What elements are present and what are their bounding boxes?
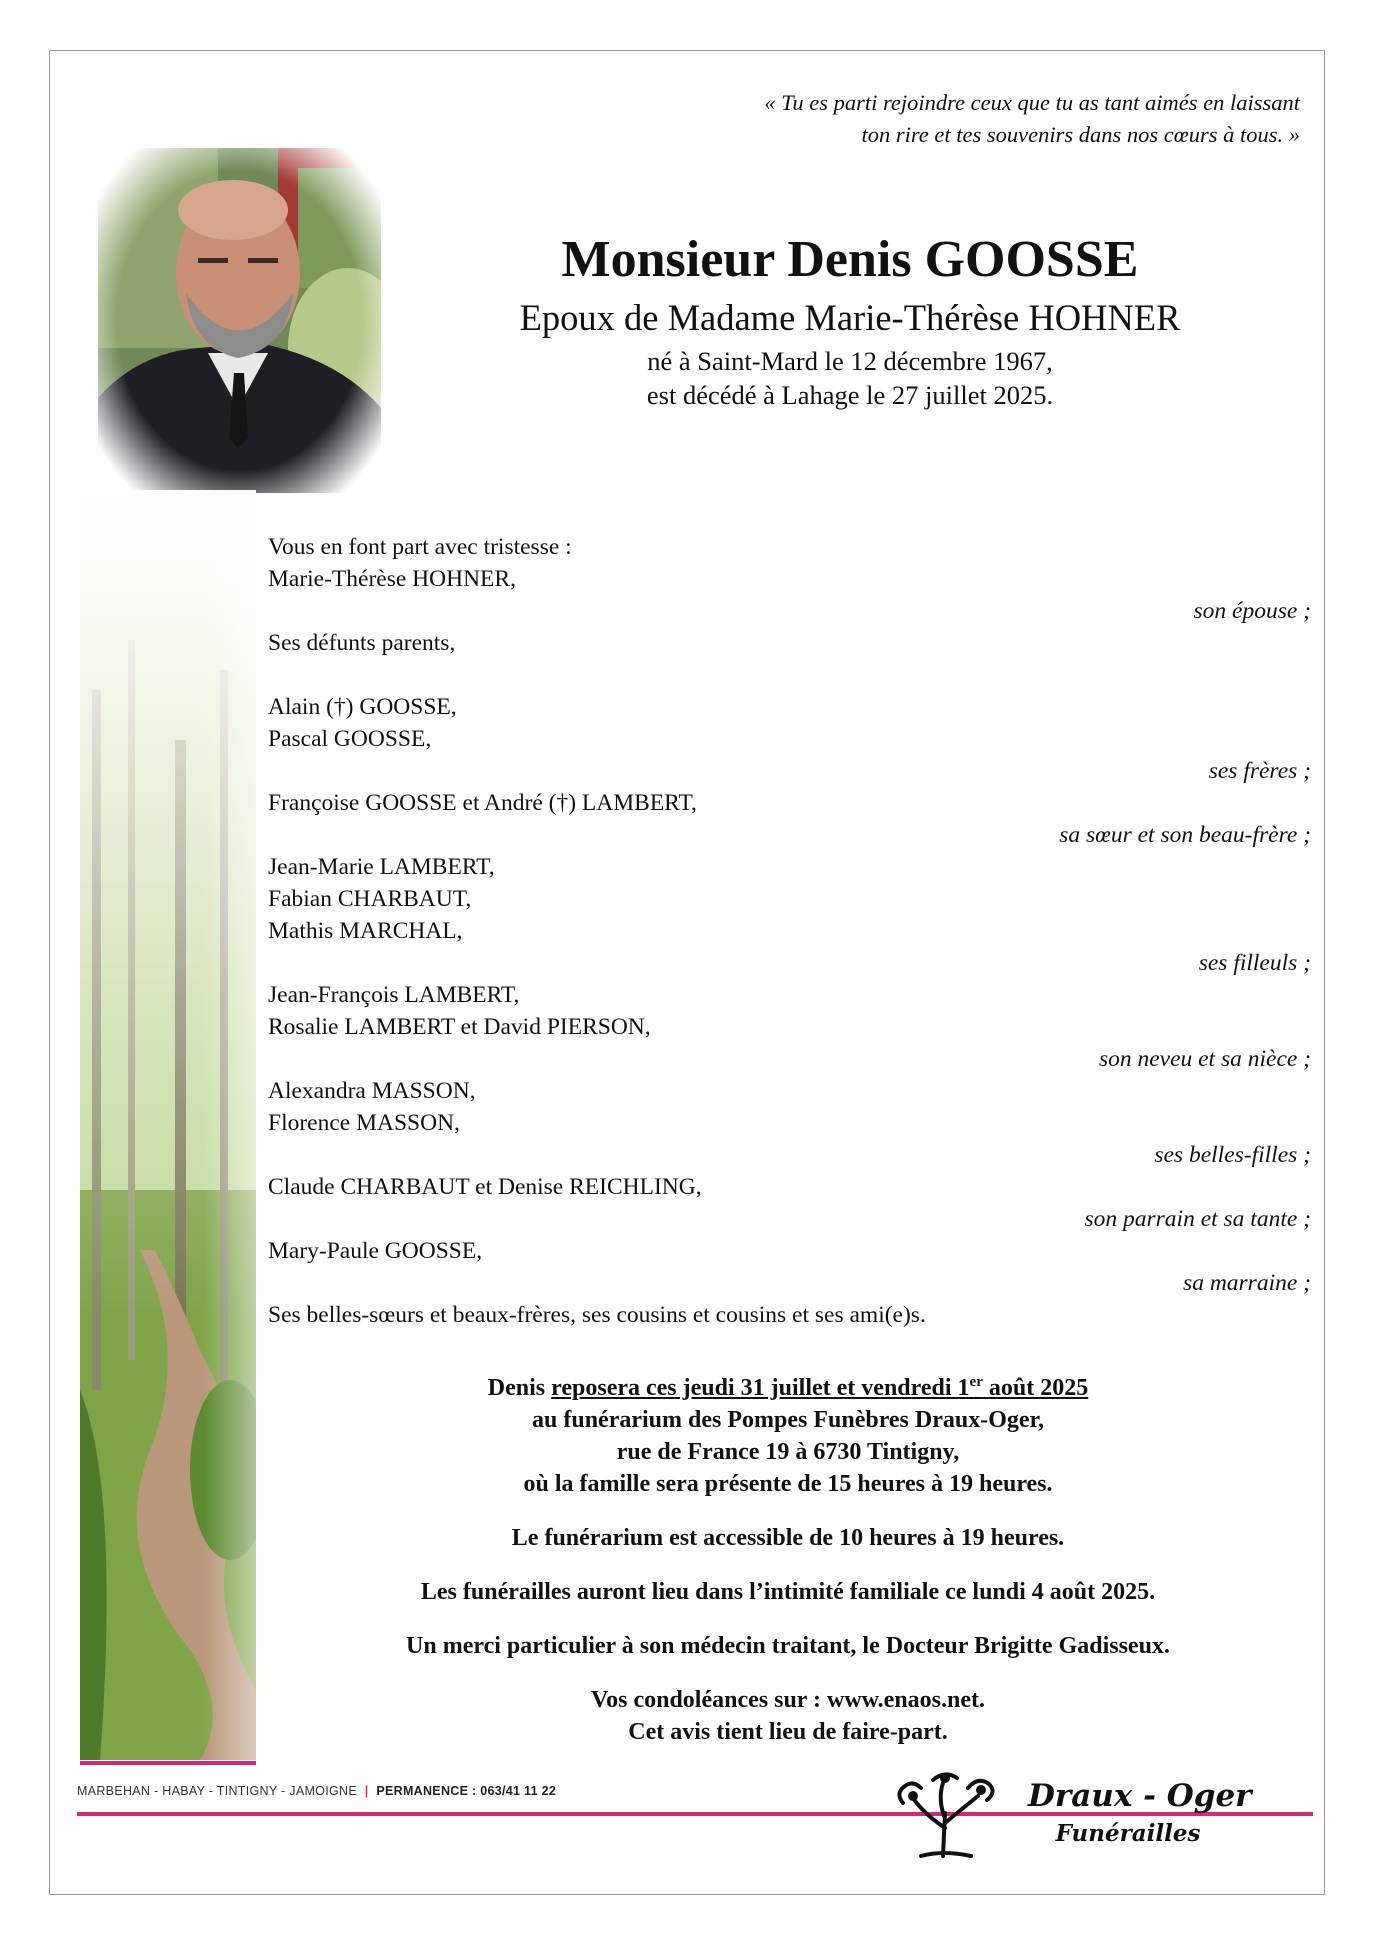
rest-line (278, 1372, 1298, 1404)
family-niece: Rosalie LAMBERT et David PIERSON, (268, 1014, 651, 1040)
family-godchild-1: Jean-Marie LAMBERT, (268, 854, 495, 880)
relation-brothers: ses frères ; (1208, 758, 1311, 784)
relation-godmother: sa marraine ; (1183, 1270, 1311, 1296)
family-brother-1: Alain (†) GOOSSE, (268, 694, 457, 720)
portrait-photo (98, 148, 381, 493)
family-sister: Françoise GOOSSE et André (†) LAMBERT, (268, 790, 697, 816)
relation-stepdaughters: ses belles-filles ; (1154, 1142, 1311, 1168)
family-godchild-2: Fabian CHARBAUT, (268, 886, 472, 912)
family-wife: Marie-Thérèse HOHNER, (268, 566, 516, 592)
brand-name: Draux - Oger (1028, 1778, 1252, 1814)
notice-line: Cet avis tient lieu de faire-part. (628, 1719, 948, 1745)
family-godmother: Mary-Paule GOOSSE, (268, 1238, 483, 1264)
relation-godchildren: ses filleuls ; (1198, 950, 1311, 976)
relation-wife: son épouse ; (1193, 598, 1311, 624)
relation-sister: sa sœur et son beau-frère ; (1059, 822, 1311, 848)
rest-dates (551, 1375, 1088, 1401)
family-brother-2: Pascal GOOSSE, (268, 726, 432, 752)
thanks-line: Un merci particulier à son médecin traitant, le Docteur Brigitte Gadisseux. (406, 1633, 1170, 1659)
quote-line-1: « Tu es parti rejoindre ceux que tu as tant aimés en laissant (764, 90, 1300, 115)
family-parents: Ses défunts parents, (268, 630, 456, 656)
rest-month: août 2025 (988, 1375, 1089, 1401)
birth-death-lines (400, 344, 1300, 412)
family-godfather: Claude CHARBAUT et Denise REICHLING, (268, 1174, 702, 1200)
family-stepdaughter-1: Alexandra MASSON, (268, 1078, 476, 1104)
condolences-line[interactable]: Vos condoléances sur : www.enaos.net. (590, 1687, 986, 1713)
footer-permanence: PERMANENCE : 063/41 11 22 (376, 1784, 557, 1798)
family-stepdaughter-2: Florence MASSON, (268, 1110, 460, 1136)
presence-line: où la famille sera présente de 15 heures à 19 heures. (523, 1471, 1053, 1497)
relation-nephew-niece: son neveu et sa nièce ; (1098, 1046, 1311, 1072)
epitaph-quote (500, 87, 1300, 151)
family-list (268, 531, 1311, 1331)
place-line-2: rue de France 19 à 6730 Tintigny, (616, 1439, 960, 1465)
arrangements (278, 1372, 1298, 1748)
tree-logo-icon (893, 1768, 1001, 1860)
quote-line-2: ton rire et tes souvenirs dans nos cœurs à tous. » (861, 122, 1300, 147)
footer-locations: MARBEHAN - HABAY - TINTIGNY - JAMOIGNE (77, 1784, 357, 1798)
brand-subtitle: Funérailles (1028, 1820, 1228, 1847)
birth-line: né à Saint-Mard le 12 décembre 1967, (647, 346, 1053, 376)
footer-separator: | (364, 1784, 369, 1798)
funeral-line: Les funérailles auront lieu dans l’intimité familiale ce lundi 4 août 2025. (420, 1579, 1156, 1605)
spacer (268, 659, 1311, 691)
family-intro: Vous en font part avec tristesse : (268, 534, 572, 560)
family-others: Ses belles-sœurs et beaux-frères, ses cousins et cousins et ses ami(e)s. (268, 1302, 926, 1328)
rest-name: Denis (487, 1375, 546, 1401)
family-godchild-3: Mathis MARCHAL, (268, 918, 463, 944)
access-line: Le funérarium est accessible de 10 heures à 19 heures. (511, 1525, 1065, 1551)
rest-dates-sup: er (969, 1374, 983, 1390)
image-underline (80, 1761, 256, 1765)
spouse-line: Epoux de Madame Marie-Thérèse HOHNER (519, 297, 1181, 338)
footer-contact (77, 1784, 556, 1798)
relation-godfather: son parrain et sa tante ; (1084, 1206, 1311, 1232)
deceased-name: Monsieur Denis GOOSSE (561, 231, 1139, 288)
death-line: est décédé à Lahage le 27 juillet 2025. (646, 380, 1054, 410)
family-nephew: Jean-François LAMBERT, (268, 982, 520, 1008)
forest-path-image (80, 490, 256, 1760)
rest-dates-text: reposera ces jeudi 31 juillet et vendredi 1 (551, 1375, 970, 1401)
place-line-1: au funérarium des Pompes Funèbres Draux-Oger, (532, 1407, 1044, 1433)
